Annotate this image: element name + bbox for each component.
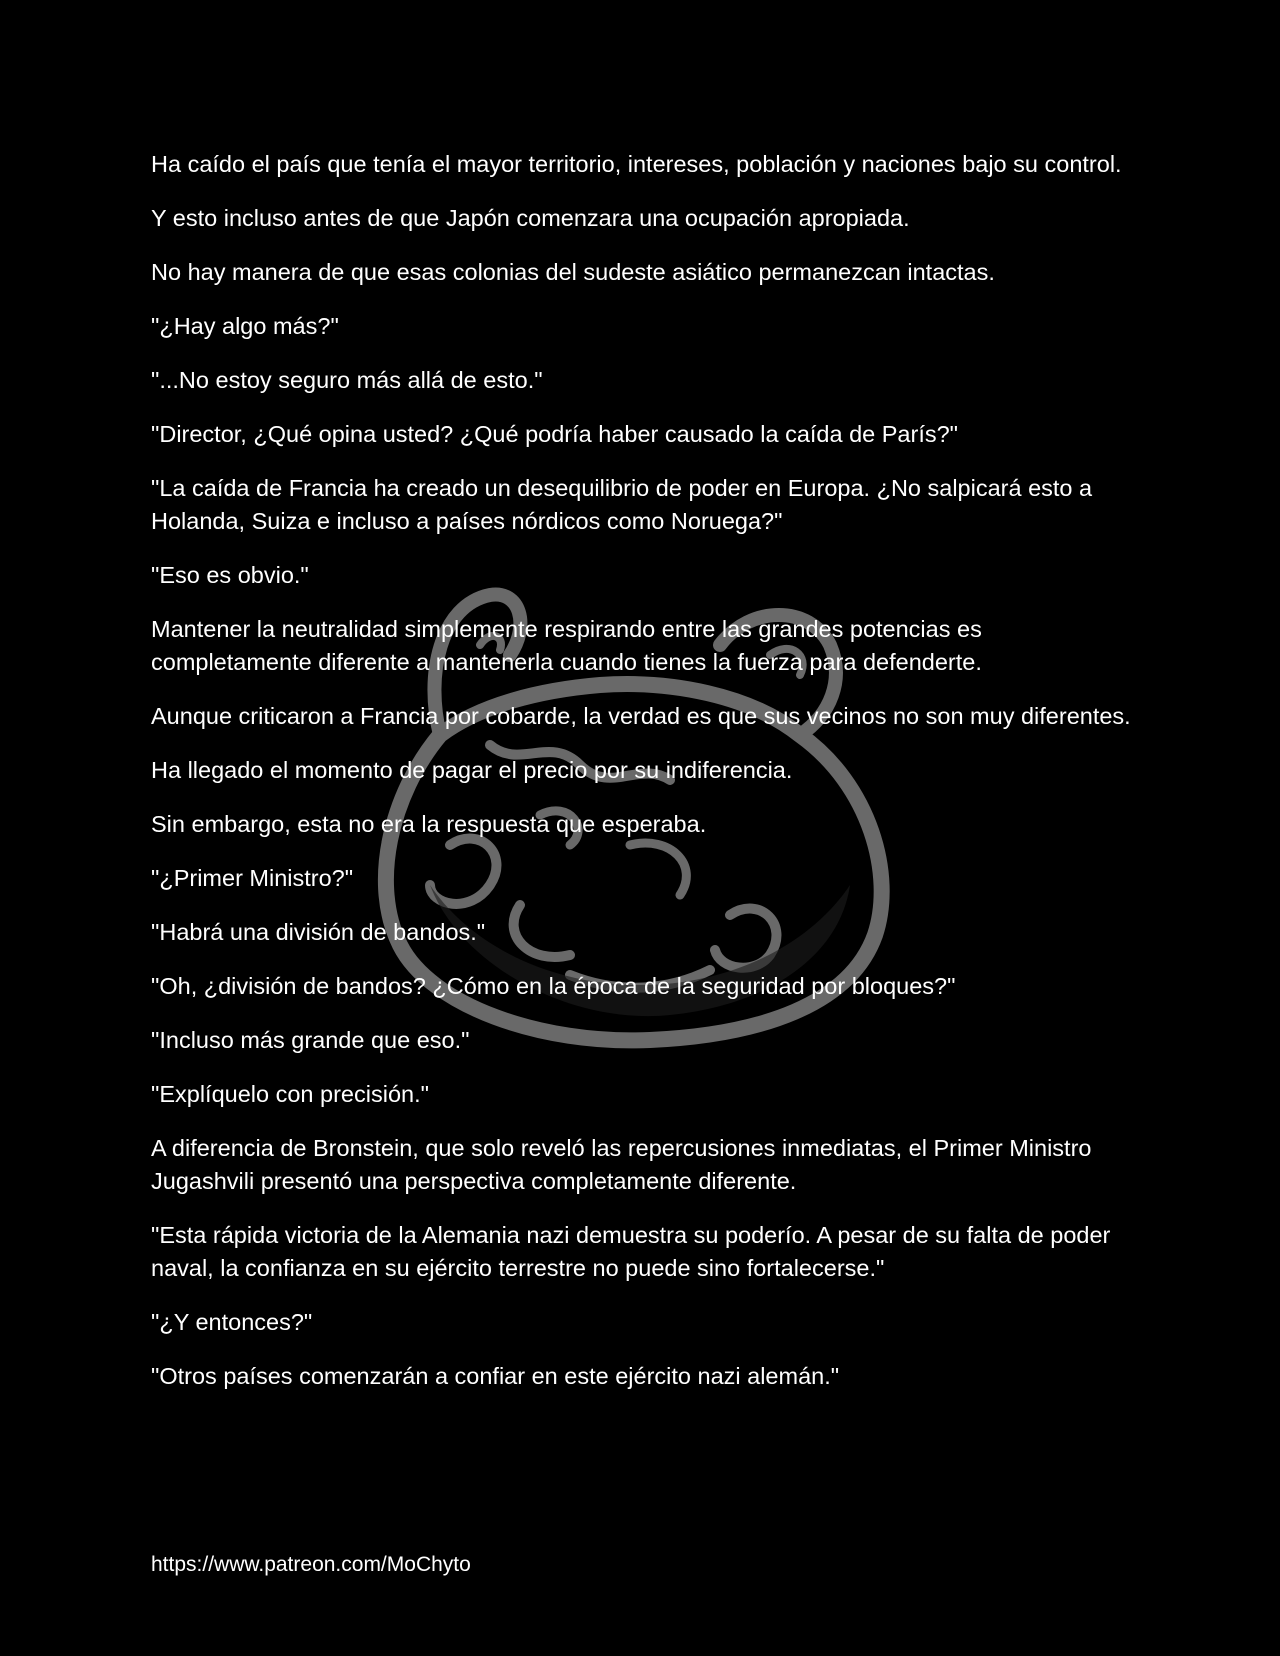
paragraph: "Esta rápida victoria de la Alemania nazi demuestra su poderío. A pesar de su falta de poder naval, la confianza en su ejército terrestre no puede sino fortalecerse." bbox=[151, 1222, 1111, 1281]
paragraph: "Otros países comenzarán a confiar en este ejército nazi alemán." bbox=[151, 1363, 840, 1389]
paragraph: Y esto incluso antes de que Japón comenzara una ocupación apropiada. bbox=[151, 205, 910, 231]
paragraph: No hay manera de que esas colonias del sudeste asiático permanezcan intactas. bbox=[151, 259, 995, 285]
document-body bbox=[151, 148, 1131, 1414]
paragraph: "La caída de Francia ha creado un desequilibrio de poder en Europa. ¿No salpicará esto a Holanda, Suiza e incluso a países nórdicos como Noruega?" bbox=[151, 475, 1093, 534]
patreon-link[interactable]: https://www.patreon.com/MoChyto bbox=[151, 1553, 471, 1576]
paragraph: "...No estoy seguro más allá de esto." bbox=[151, 367, 543, 393]
paragraph: "Director, ¿Qué opina usted? ¿Qué podría haber causado la caída de París?" bbox=[151, 421, 959, 447]
paragraph: Aunque criticaron a Francia por cobarde, la verdad es que sus vecinos no son muy diferentes. bbox=[151, 703, 1131, 729]
paragraph: "Explíquelo con precisión." bbox=[151, 1081, 429, 1107]
paragraph: Ha llegado el momento de pagar el precio por su indiferencia. bbox=[151, 757, 793, 783]
paragraph: Sin embargo, esta no era la respuesta que esperaba. bbox=[151, 811, 707, 837]
paragraph: "¿Y entonces?" bbox=[151, 1309, 313, 1335]
paragraph: "¿Primer Ministro?" bbox=[151, 865, 354, 891]
paragraph: "¿Hay algo más?" bbox=[151, 313, 339, 339]
paragraph: "Oh, ¿división de bandos? ¿Cómo en la época de la seguridad por bloques?" bbox=[151, 973, 956, 999]
paragraph: "Incluso más grande que eso." bbox=[151, 1027, 470, 1053]
paragraph: "Eso es obvio." bbox=[151, 562, 309, 588]
paragraph: Mantener la neutralidad simplemente respirando entre las grandes potencias es completamente diferente a mantenerla cuando tienes la fuerza para defenderte. bbox=[151, 616, 982, 675]
paragraph: "Habrá una división de bandos." bbox=[151, 919, 486, 945]
paragraph: A diferencia de Bronstein, que solo reveló las repercusiones inmediatas, el Primer Ministro Jugashvili presentó una perspectiva completamente diferente. bbox=[151, 1135, 1092, 1194]
paragraph: Ha caído el país que tenía el mayor territorio, intereses, población y naciones bajo su control. bbox=[151, 151, 1122, 177]
